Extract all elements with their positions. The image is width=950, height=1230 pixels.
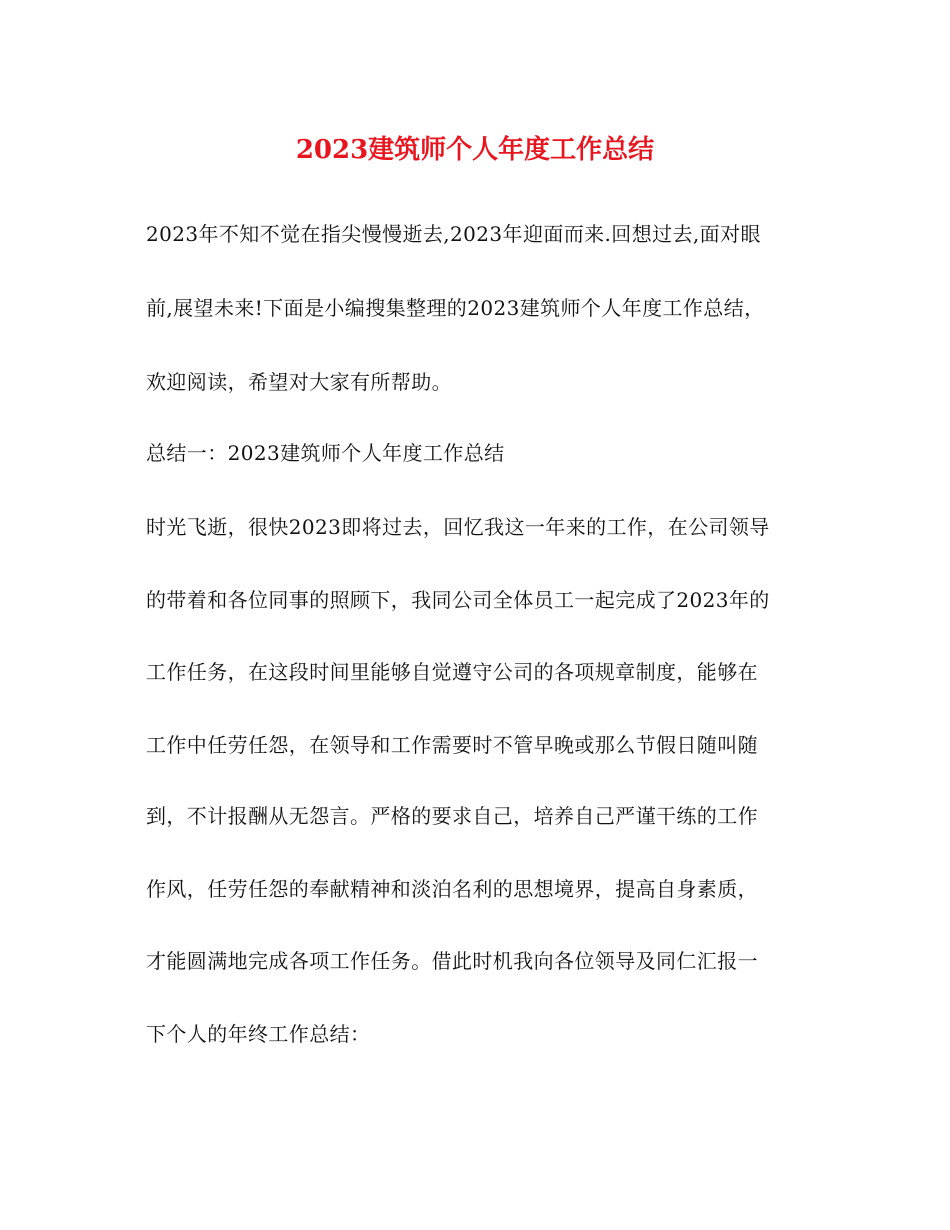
intro-line: 欢迎阅读，希望对大家有所帮助。 <box>146 370 452 394</box>
body-line: 下个人的年终工作总结： <box>146 1022 371 1046</box>
intro-line: 前,展望未来!下面是小编搜集整理的2023建筑师个人年度工作总结， <box>146 296 765 320</box>
intro-line: 2023年不知不觉在指尖慢慢逝去,2023年迎面而来.回想过去,面对眼 <box>146 222 761 246</box>
body-line: 工作中任劳任怨，在领导和工作需要时不管早晚或那么节假日随叫随 <box>146 733 758 757</box>
body-line: 的带着和各位同事的照顾下，我同公司全体员工一起完成了2023年的 <box>146 588 770 612</box>
body-line: 时光飞逝，很快2023即将过去，回忆我这一年来的工作，在公司领导 <box>146 515 770 539</box>
body-line: 到，不计报酬从无怨言。严格的要求自己，培养自己严谨干练的工作 <box>146 804 758 828</box>
body-line: 才能圆满地完成各项工作任务。借此时机我向各位领导及同仁汇报一 <box>146 949 758 973</box>
body-line: 工作任务，在这段时间里能够自觉遵守公司的各项规章制度，能够在 <box>146 660 758 684</box>
section-heading: 总结一：2023建筑师个人年度工作总结 <box>146 441 505 465</box>
body-line: 作风，任劳任怨的奉献精神和淡泊名利的思想境界，提高自身素质， <box>146 877 758 901</box>
document-title: 2023建筑师个人年度工作总结 <box>295 135 655 165</box>
